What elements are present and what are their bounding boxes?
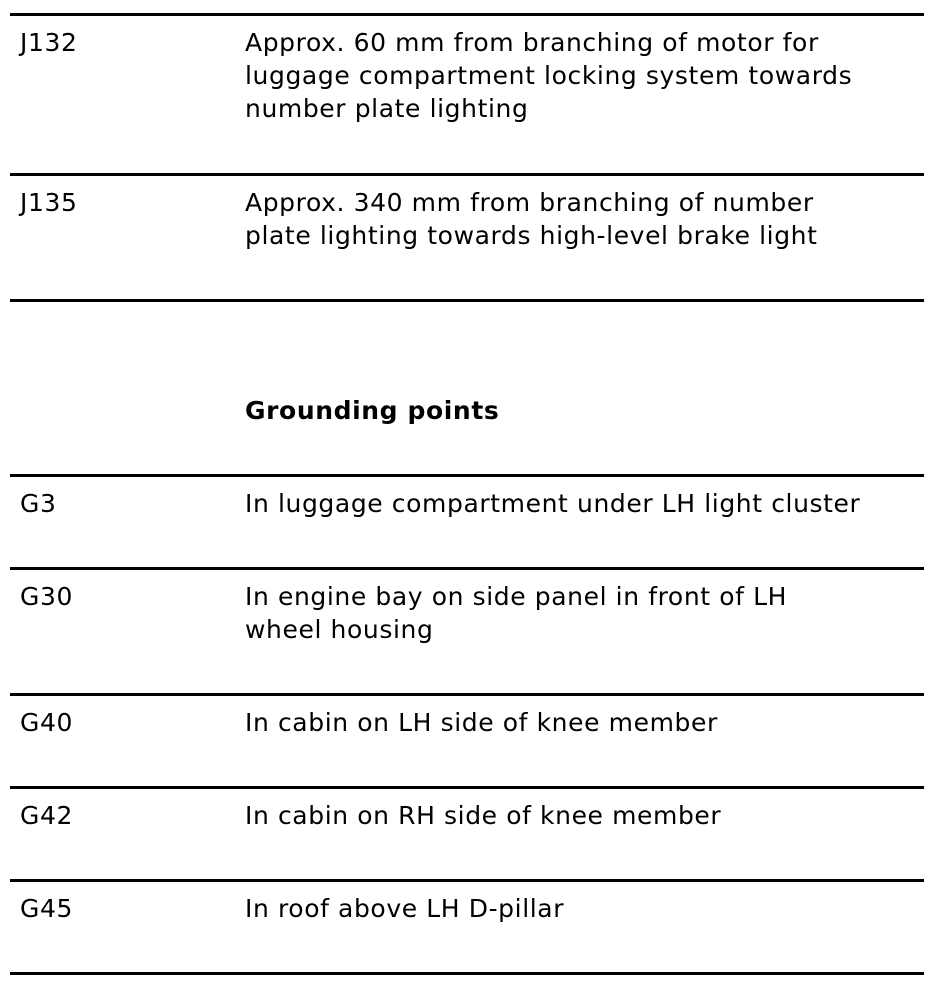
table-rule <box>10 567 924 570</box>
table-rule <box>10 693 924 696</box>
section-heading: Grounding points <box>245 396 500 425</box>
grounding-description: In cabin on RH side of knee member <box>245 801 722 830</box>
table-rule <box>10 786 924 789</box>
grounding-code: G3 <box>20 489 57 518</box>
grounding-description: In engine bay on side panel in front of LH wheel housing <box>245 582 787 644</box>
table-rule <box>10 173 924 176</box>
table-rule-bottom <box>10 972 924 975</box>
grounding-code: G45 <box>20 894 73 923</box>
grounding-description: In cabin on LH side of knee member <box>245 708 718 737</box>
grounding-code: G42 <box>20 801 73 830</box>
grounding-description: In roof above LH D-pillar <box>245 894 565 923</box>
table-rule <box>10 299 924 302</box>
grounding-description: In luggage compartment under LH light cluster <box>245 489 861 518</box>
junction-description: Approx. 60 mm from branching of motor for luggage compartment locking system towards number plate lighting <box>245 28 853 123</box>
junction-code: J135 <box>20 188 78 217</box>
table-rule <box>10 474 924 477</box>
table-rule <box>10 879 924 882</box>
junction-description: Approx. 340 mm from branching of number plate lighting towards high-level brake light <box>245 188 818 250</box>
table-rule-top <box>10 13 924 16</box>
grounding-code: G30 <box>20 582 73 611</box>
junction-code: J132 <box>20 28 78 57</box>
grounding-code: G40 <box>20 708 73 737</box>
